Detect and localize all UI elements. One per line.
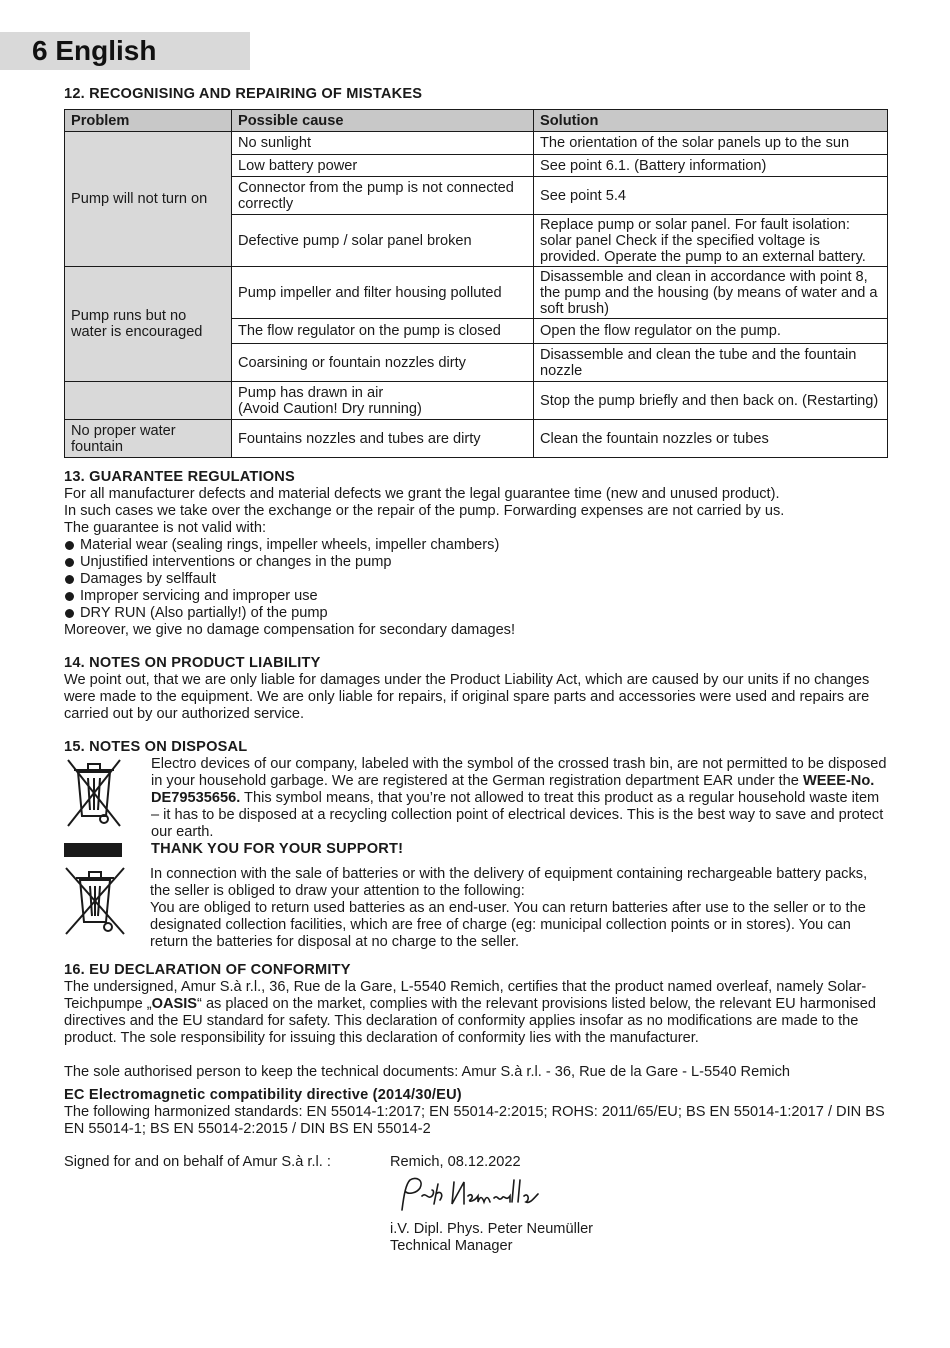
cause-cell: Fountains nozzles and tubes are dirty bbox=[232, 420, 534, 458]
paragraph: The sole authorised person to keep the technical documents: Amur S.à r.l. - 36, Rue de la Gare - L-5540 Remich bbox=[64, 1064, 791, 1080]
document-body bbox=[64, 86, 888, 1254]
disposal-paragraph: Electro devices of our company, labeled with the symbol of the crossed trash bin, are not permitted to be disposed in your household garbage. We are registered at the German registration department EAR under the WEEE-No. DE79535656. This symbol means, that you’re not allowed to treat this product as a regular household waste item – it has to be disposed at a recycling collection point of electrical devices. This is the best way to save and protect our earth. THANK YOU FOR YOUR SUPPORT! bbox=[151, 756, 887, 857]
list-item: Damages by selffault bbox=[64, 571, 888, 588]
paragraph: We point out, that we are only liable for damages under the Product Liability Act, which are caused by our units if no changes were made to the equipment. We are only liable for repairs, if original spare parts and accessories were used and repairs are carried out by our authorized service. bbox=[64, 672, 870, 722]
paragraph: Moreover, we give no damage compensation for secondary damages! bbox=[64, 622, 516, 638]
problem-cell: Pump runs but no water is encouraged bbox=[65, 267, 232, 382]
paragraph: The following harmonized standards: EN 55014-1:2017; EN 55014-2:2015; ROHS: 2011/65/EU; BS EN 55014-1:2017 / DIN BS EN 55014-1; BS EN 55014-2:2015 / DIN BS EN 55014-2 bbox=[64, 1104, 885, 1137]
bullet-icon bbox=[65, 575, 74, 584]
section-12-title: 12. RECOGNISING AND REPAIRING OF MISTAKES bbox=[64, 86, 423, 102]
bullet-icon bbox=[65, 541, 74, 550]
signature-image bbox=[394, 1174, 554, 1214]
thanks-text: THANK YOU FOR YOUR SUPPORT! bbox=[151, 841, 404, 857]
signer-name: i.V. Dipl. Phys. Peter Neumüller bbox=[390, 1221, 594, 1237]
troubleshooting-table bbox=[64, 109, 888, 458]
column-header-problem: Problem bbox=[65, 110, 232, 132]
place-date: Remich, 08.12.2022 bbox=[390, 1154, 521, 1170]
battery-paragraph: In connection with the sale of batteries or with the delivery of equipment containing rechargeable battery packs, the seller is obliged to draw your attention to the following: You are obliged to return used batteries as an end-user. You can return batteries after use to the seller or to the designated collection facilities, which are free of charge (eg: municipal collection points or in stores). You can return the batteries for disposal at no charge to the seller. bbox=[150, 866, 868, 950]
section-header bbox=[0, 32, 250, 70]
solution-cell: Disassemble and clean the tube and the fountain nozzle bbox=[534, 344, 888, 382]
problem-cell: No proper water fountain bbox=[65, 420, 232, 458]
column-header-cause: Possible cause bbox=[232, 110, 534, 132]
section-15-title: 15. NOTES ON DISPOSAL bbox=[64, 739, 248, 755]
solution-cell: Replace pump or solar panel. For fault isolation: solar panel Check if the specified voltage is provided. Operate the pump to an external battery. bbox=[534, 215, 888, 267]
list-item: Material wear (sealing rings, impeller wheels, impeller chambers) bbox=[64, 537, 888, 554]
solution-cell: See point 5.4 bbox=[534, 177, 888, 215]
cause-cell: Pump impeller and filter housing polluted bbox=[232, 267, 534, 319]
bullet-icon bbox=[65, 592, 74, 601]
table-row bbox=[65, 382, 888, 420]
signature-icon bbox=[394, 1174, 554, 1214]
list-item: DRY RUN (Also partially!) of the pump bbox=[64, 605, 888, 622]
bullet-icon bbox=[65, 609, 74, 618]
solution-cell: The orientation of the solar panels up to the sun bbox=[534, 132, 888, 155]
table-header-row bbox=[65, 110, 888, 132]
section-16-title: 16. EU DECLARATION OF CONFORMITY bbox=[64, 962, 351, 978]
signed-label: Signed for and on behalf of Amur S.à r.l. : bbox=[64, 1154, 331, 1170]
paragraph: The guarantee is not valid with: bbox=[64, 520, 266, 536]
signature-block bbox=[64, 1154, 888, 1254]
table-row bbox=[65, 420, 888, 458]
cause-cell: Connector from the pump is not connected correctly bbox=[232, 177, 534, 215]
problem-cell: Pump will not turn on bbox=[65, 132, 232, 267]
solution-cell: See point 6.1. (Battery information) bbox=[534, 155, 888, 177]
cause-cell: No sunlight bbox=[232, 132, 534, 155]
page-title: 6 English bbox=[32, 35, 157, 66]
bin-underline-bar bbox=[64, 843, 122, 857]
ec-directive-title: EC Electromagnetic compatibility directive (2014/30/EU) bbox=[64, 1087, 462, 1103]
table-row bbox=[65, 267, 888, 319]
solution-cell: Stop the pump briefly and then back on. (Restarting) bbox=[534, 382, 888, 420]
cause-cell: Defective pump / solar panel broken bbox=[232, 215, 534, 267]
solution-cell: Clean the fountain nozzles or tubes bbox=[534, 420, 888, 458]
problem-cell bbox=[65, 382, 232, 420]
cause-cell: The flow regulator on the pump is closed bbox=[232, 319, 534, 344]
list-item: Improper servicing and improper use bbox=[64, 588, 888, 605]
section-13-title: 13. GUARANTEE REGULATIONS bbox=[64, 469, 295, 485]
column-header-solution: Solution bbox=[534, 110, 888, 132]
section-14-title: 14. NOTES ON PRODUCT LIABILITY bbox=[64, 655, 321, 671]
solution-cell: Disassemble and clean in accordance with point 8, the pump and the housing (by means of water and a soft brush) bbox=[534, 267, 888, 319]
cause-cell: Low battery power bbox=[232, 155, 534, 177]
exclusion-list bbox=[64, 537, 888, 622]
cause-line: (Avoid Caution! Dry running) bbox=[238, 400, 422, 417]
paragraph: For all manufacturer defects and material defects we grant the legal guarantee time (new and unused product). bbox=[64, 486, 780, 502]
crossed-bin-icon bbox=[64, 756, 124, 828]
crossed-battery-bin-icon bbox=[64, 866, 126, 936]
paragraph: In such cases we take over the exchange or the repair of the pump. Forwarding expenses are not carried by us. bbox=[64, 503, 785, 519]
paragraph: The undersigned, Amur S.à r.l., 36, Rue de la Gare, L-5540 Remich, certifies that the product named overleaf, namely Solar-Teichpumpe „OASIS“ as placed on the market, complies with the relevant provisions listed below, the relevant EU harmonised directives and the EU standard for safety. This declaration of conformity applies insofar as no modifications are made to the product. The sole responsibility for issuing this declaration of conformity lies with the manufacturer. bbox=[64, 979, 876, 1046]
cause-line: Pump has drawn in air bbox=[238, 384, 384, 401]
signer-role: Technical Manager bbox=[390, 1238, 513, 1254]
bullet-icon bbox=[65, 558, 74, 567]
cause-cell bbox=[232, 382, 534, 420]
list-item: Unjustified interventions or changes in the pump bbox=[64, 554, 888, 571]
cause-cell: Coarsining or fountain nozzles dirty bbox=[232, 344, 534, 382]
table-row bbox=[65, 132, 888, 155]
solution-cell: Open the flow regulator on the pump. bbox=[534, 319, 888, 344]
